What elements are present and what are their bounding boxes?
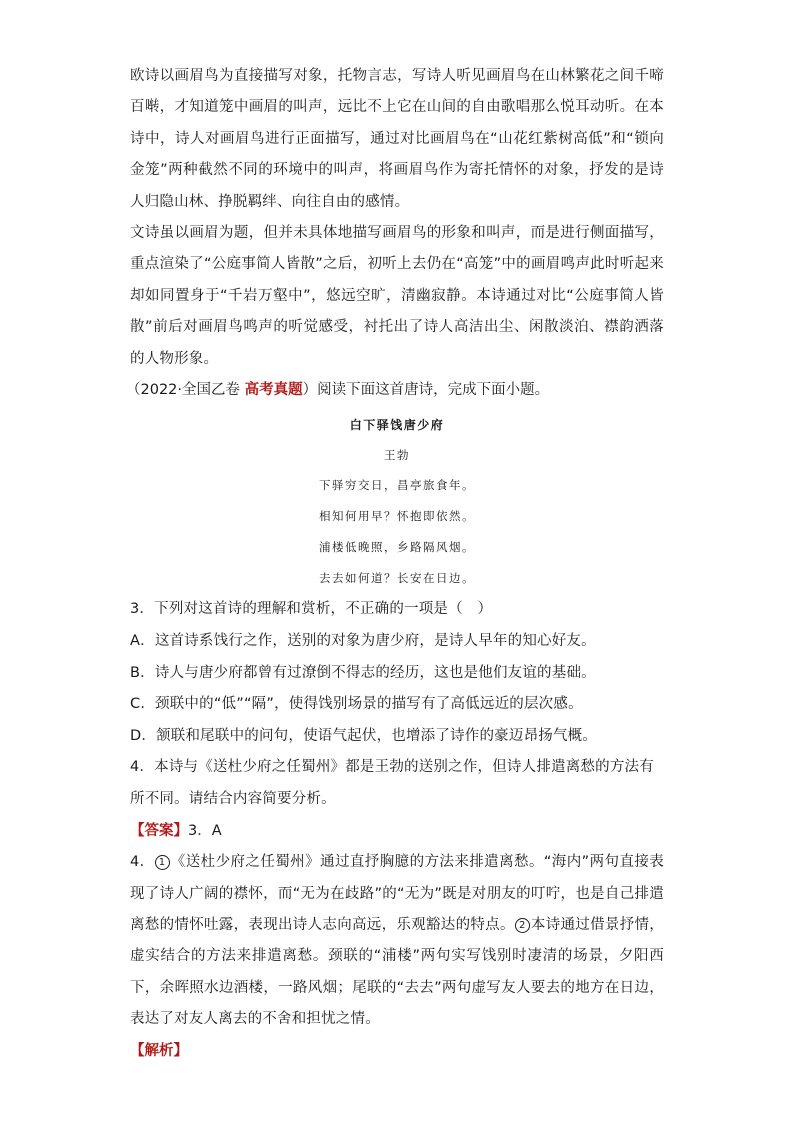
analysis-line (130, 1036, 664, 1068)
poem-line: 去去如何道？长安在日边。 (319, 571, 475, 586)
answer-q3: 3．A (188, 822, 222, 839)
circled-number-2: 2 (515, 918, 530, 933)
analysis-tag: 【解析】 (130, 1042, 188, 1059)
answer-q4-part2: 本诗通过借景抒情，虚实结合的方法来排遣离愁。颈联的“浦楼”两句实写饯别时凄清的场景，夕阳西下，余晖照水边酒楼，一路风烟；尾联的“去去”两句虚写友人要去的地方在日边，表达了对友人离去的不舍和担忧之情。 (130, 917, 664, 1028)
question-3-stem: 3．下列对这首诗的理解和赏析，不正确的一项是（ ） (130, 601, 493, 618)
question-3-option-a: A．这首诗系饯行之作，送别的对象为唐少府，是诗人早年的知心好友。 (130, 633, 596, 650)
circled-number-1: 1 (155, 855, 170, 870)
answer-line (130, 816, 664, 848)
poem-title: 白下驿饯唐少府 (349, 418, 445, 433)
question-3-option-b: B．诗人与唐少府都曾有过潦倒不得志的经历，这也是他们友谊的基础。 (130, 664, 596, 681)
poem-line: 相知何用早？怀抱即依然。 (319, 509, 475, 524)
answer-q4-part1: 《送杜少府之任蜀州》通过直抒胸臆的方法来排遣离愁。“海内”两句直接表现了诗人广阔的襟怀，而“无为在歧路”的“无为”既是对朋友的叮咛，也是自己排遣离愁的情怀吐露，表现出诗人志向高远，乐观豁达的特点。 (130, 854, 664, 934)
poem-author: 王勃 (384, 448, 410, 463)
analysis-paragraph-ouyang: 欧诗以画眉鸟为直接描写对象，托物言志，写诗人听见画眉鸟在山林繁花之间千啼百啭，才知道笼中画眉的叫声，远比不上它在山间的自由歌唱那么悦耳动听。在本诗中，诗人对画眉鸟进行正面描写，通过对比画眉鸟在“山花红紫树高低”和“锁向金笼”两种截然不同的环境中的叫声，将画眉鸟作为寄托情怀的对象，抒发的是诗人归隐山林、挣脱羁绊、向往自由的感情。 (130, 68, 664, 210)
poem (130, 410, 664, 594)
document-page (126, 61, 664, 1067)
analysis-paragraph-wen: 文诗虽以画眉为题，但并未具体地描写画眉鸟的形象和叫声，而是进行侧面描写，重点渲染了“公庭事简人皆散”之后，初听上去仍在“高笼”中的画眉鸣声此时听起来却如同置身于“千岩万壑中”，悠远空旷，清幽寂静。本诗通过对比“公庭事简人皆散”前后对画眉鸟鸣声的听觉感受，衬托出了诗人高洁出尘、闲散淡泊、襟韵洒落的人物形象。 (130, 225, 664, 367)
poem-line: 下驿穷交日，昌亭旅食年。 (319, 478, 475, 493)
question-4-stem: 4．本诗与《送杜少府之任蜀州》都是王勃的送别之作，但诗人排遣离愁的方法有所不同。请结合内容简要分析。 (130, 759, 654, 808)
source-suffix: ）阅读下面这首唐诗，完成下面小题。 (302, 382, 550, 399)
poem-line: 浦楼低晚照，乡路隔风烟。 (319, 540, 475, 555)
question-3-option-c: C．颈联中的“低”“隔”，使得饯别场景的描写有了高低远近的层次感。 (130, 696, 583, 713)
source-prefix: （2022·全国乙卷 (126, 382, 245, 399)
answer-tag: 【答案】 (130, 822, 188, 839)
answer-q4 (130, 847, 664, 1035)
question-source (126, 375, 664, 406)
question-3-option-d: D．颔联和尾联中的问句，使语气起伏，也增添了诗作的豪迈昂扬气概。 (130, 727, 598, 744)
source-tag: 高考真题 (244, 382, 303, 399)
answer-q4-prefix: 4． (130, 854, 155, 871)
